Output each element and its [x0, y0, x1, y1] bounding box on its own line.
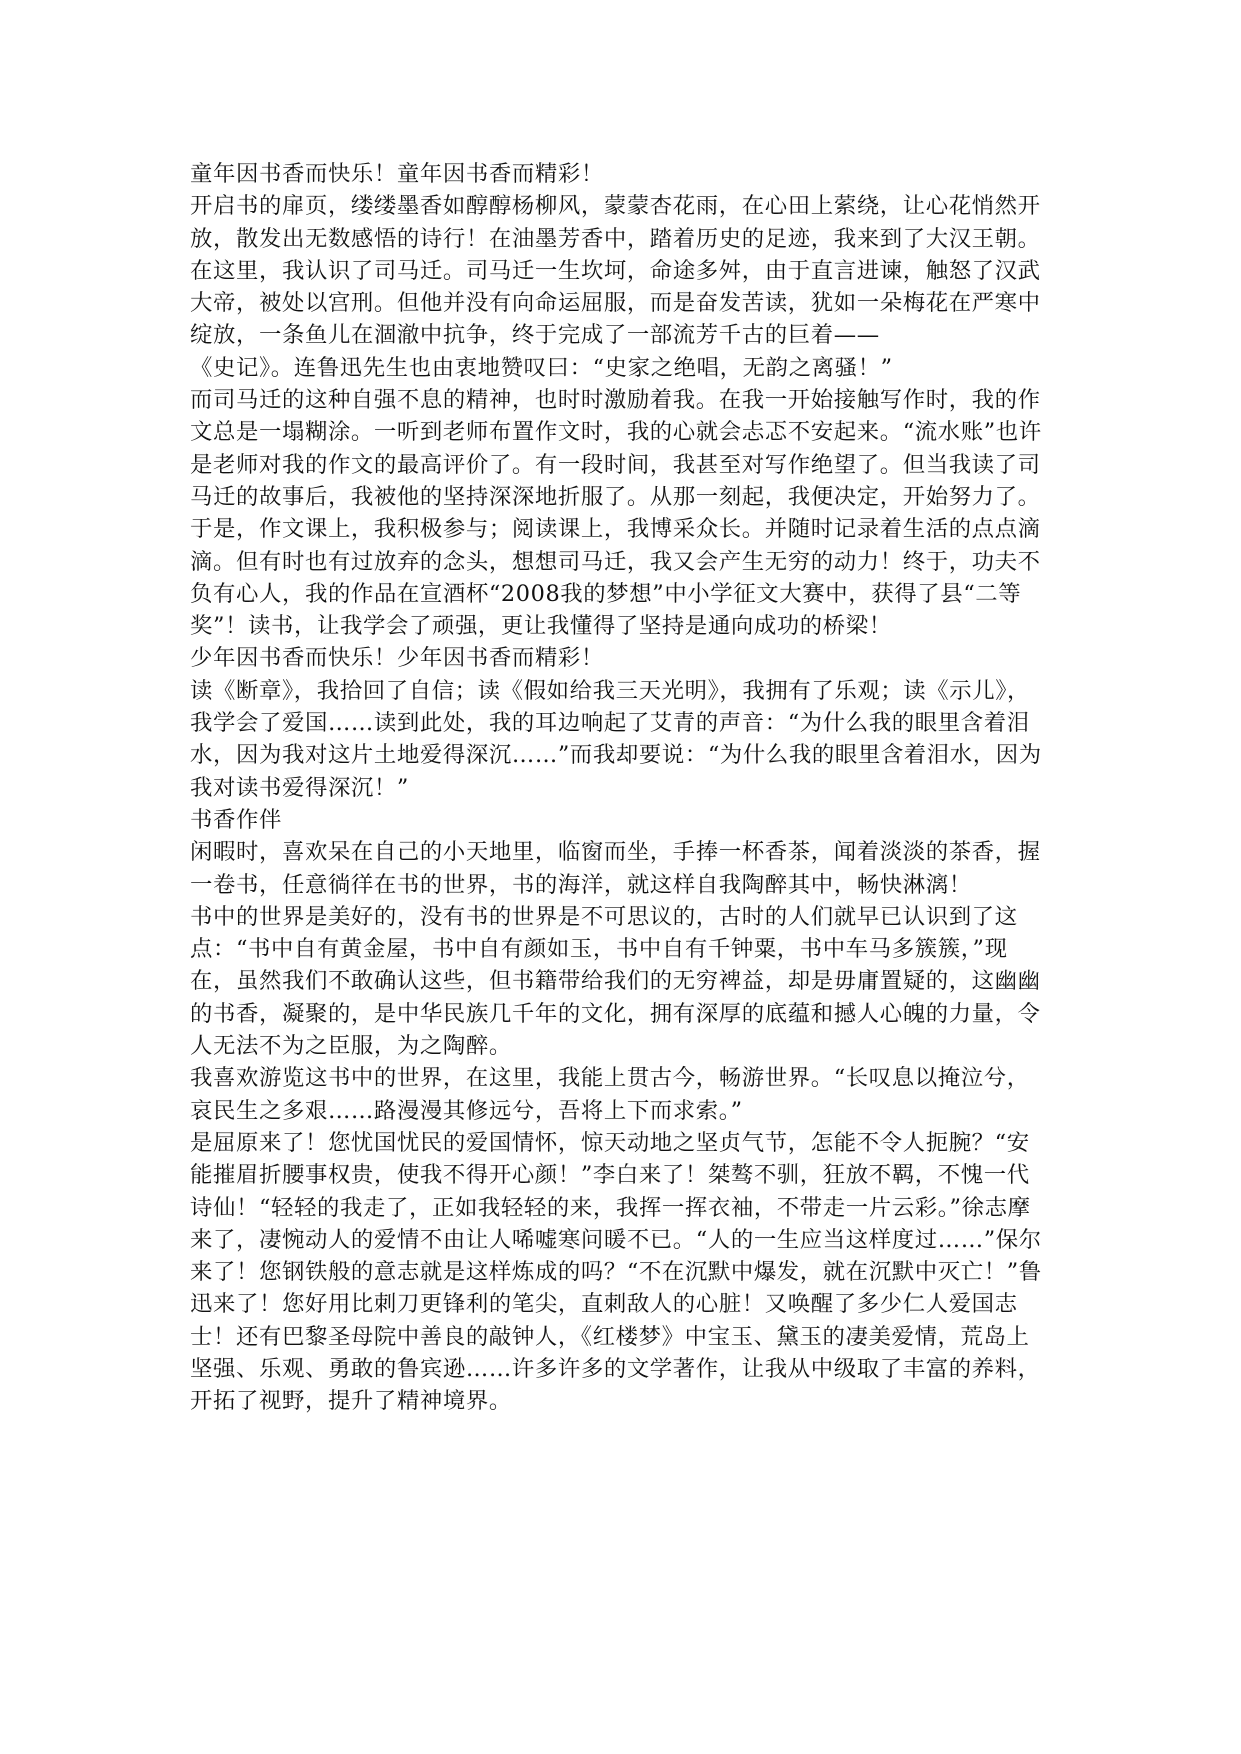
paragraph-leisure-reading: 闲暇时，喜欢呆在自己的小天地里，临窗而坐，手捧一杯香茶，闻着淡淡的茶香，握一卷书，任意徜徉在书的世界，书的海洋，就这样自我陶醉其中，畅快淋漓！ — [190, 839, 1041, 898]
paragraph-sima-qian: 开启书的扉页，缕缕墨香如醇醇杨柳风，蒙蒙杏花雨，在心田上萦绕，让心花悄然开放，散发出无数感悟的诗行！在油墨芳香中，踏着历史的足迹，我来到了大汉王朝。在这里，我认识了司马迁。司马迁一生坎坷，命途多舛，由于直言进谏，触怒了汉武大帝，被处以宫刑。但他并没有向命运屈服，而是奋发苦读，犹如一朵梅花在严寒中绽放，一条鱼儿在涸澈中抗争，终于完成了一部流芳千古的巨着—— — [190, 193, 1041, 349]
document-body — [190, 158, 1045, 1418]
paragraph-reading-list: 读《断章》，我拾回了自信；读《假如给我三天光明》，我拥有了乐观；读《示儿》，我学会了爱国……读到此处，我的耳边响起了艾青的声音：“为什么我的眼里含着泪水，因为我对这片土地爱得深沉……”而我却要说：“为什么我的眼里含着泪水，因为我对读书爱得深沉！” — [190, 677, 1042, 801]
paragraph-writing-inspiration: 而司马迁的这种自强不息的精神，也时时激励着我。在我一开始接触写作时，我的作文总是一塌糊涂。一听到老师布置作文时，我的心就会忐忑不安起来。“流水账”也许是老师对我的作文的最高评价了。有一段时间，我甚至对写作绝望了。但当我读了司马迁的故事后，我被他的坚持深深地折服了。从那一刻起，我便决定，开始努力了。于是，作文课上，我积极参与；阅读课上，我博采众长。并随时记录着生活的点点滴滴。但有时也有过放弃的念头，想想司马迁，我又会产生无穷的动力！终于，功夫不负有心人，我的作品在宣酒杯“2008我的梦想”中小学征文大赛中，获得了县“二等奖”！读书，让我学会了顽强，更让我懂得了坚持是通向成功的桥梁！ — [190, 387, 1042, 640]
paragraph-shiji: 《史记》。连鲁迅先生也由衷地赞叹曰：“史家之绝唱，无韵之离骚！” — [190, 354, 893, 381]
section-title-books-companion: 书香作伴 — [190, 806, 282, 833]
paragraph-world-of-books: 书中的世界是美好的，没有书的世界是不可思议的，古时的人们就早已认识到了这点：“书中自有黄金屋，书中自有颜如玉，书中自有千钟粟，书中车马多簇簇，”现在，虽然我们不敢确认这些，但书籍带给我们的无穷裨益，却是毋庸置疑的，这幽幽的书香，凝聚的，是中华民族几千年的文化，拥有深厚的底蕴和撼人心魄的力量，令人无法不为之臣服，为之陶醉。 — [190, 903, 1041, 1060]
paragraph-childhood-heading: 童年因书香而快乐！童年因书香而精彩！ — [190, 161, 604, 187]
paragraph-touring-books: 我喜欢游览这书中的世界，在这里，我能上贯古今，畅游世界。“长叹息以掩泣兮，哀民生之多艰……路漫漫其修远兮，吾将上下而求索。” — [190, 1065, 1030, 1124]
paragraph-literary-figures: 是屈原来了！您忧国忧民的爱国情怀，惊天动地之坚贞气节，怎能不令人扼腕？“安能摧眉折腰事权贵，使我不得开心颜！”李白来了！桀骜不驯，狂放不羁，不愧一代诗仙！“轻轻的我走了，正如我轻轻的来，我挥一挥衣袖，不带走一片云彩。”徐志摩来了，凄惋动人的爱情不由让人唏嘘寒问暖不已。“人的一生应当这样度过……”保尔来了！您钢铁般的意志就是这样炼成的吗？“不在沉默中爆发，就在沉默中灭亡！”鲁迅来了！您好用比刺刀更锋利的笔尖，直刺敌人的心脏！又唤醒了多少仁人爱国志士！还有巴黎圣母院中善良的敲钟人，《红楼梦》中宝玉、黛玉的凄美爱情，荒岛上坚强、乐观、勇敢的鲁宾逊……许多许多的文学著作，让我从中级取了丰富的养料，开拓了视野，提升了精神境界。 — [190, 1129, 1042, 1415]
paragraph-youth-heading: 少年因书香而快乐！少年因书香而精彩！ — [190, 645, 604, 672]
